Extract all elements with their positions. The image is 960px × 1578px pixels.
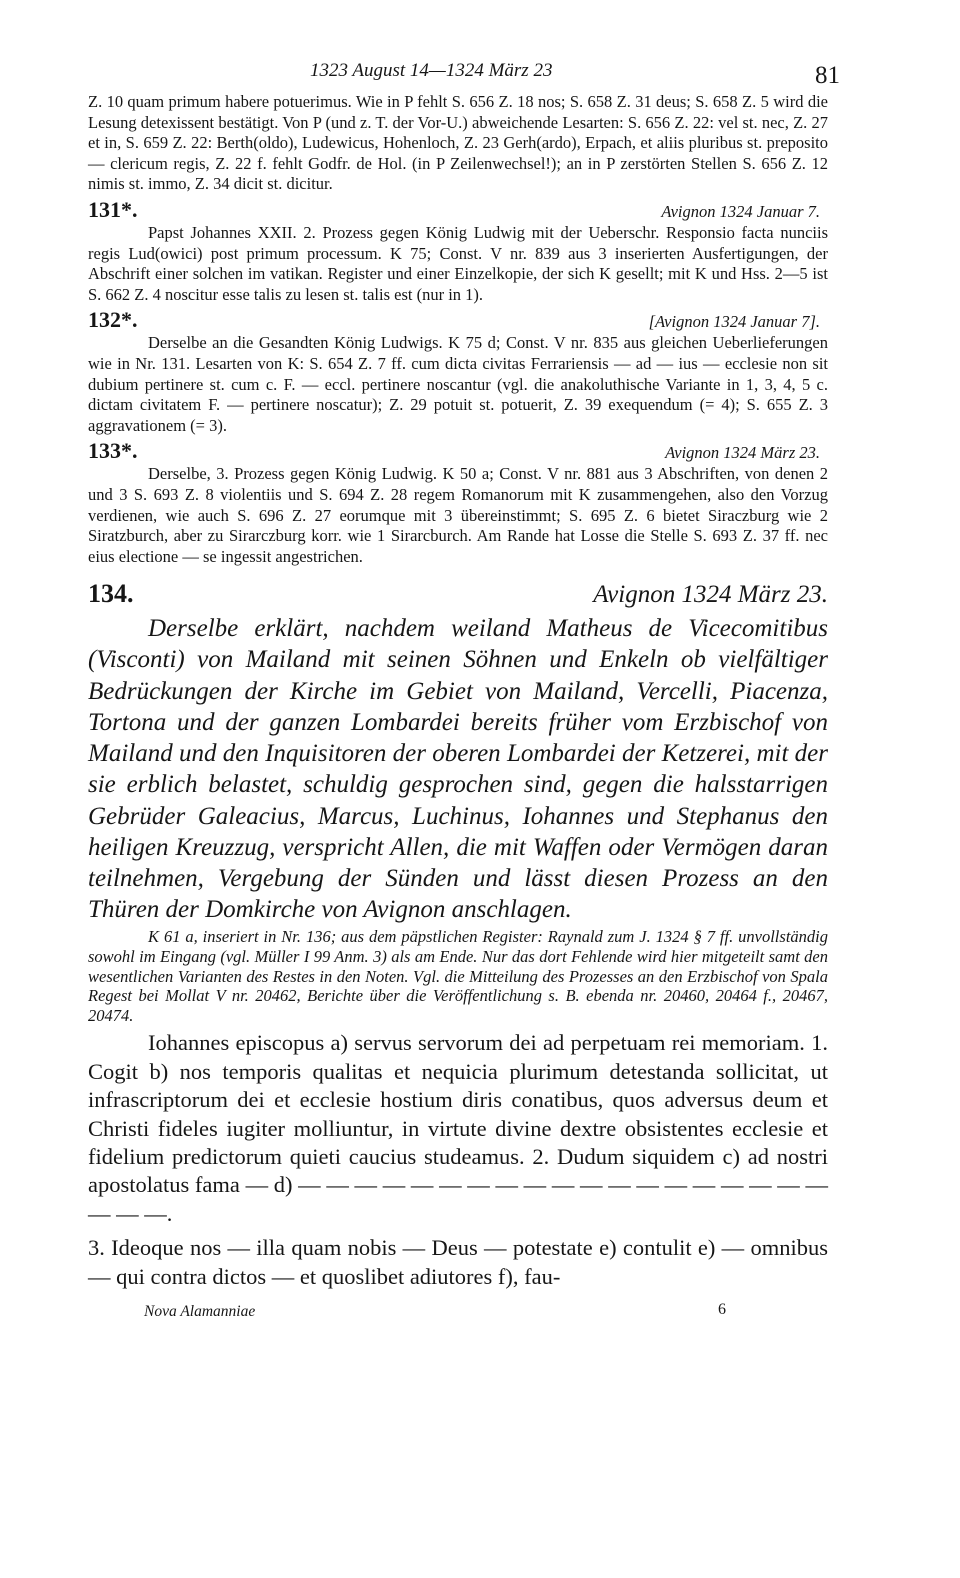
entry-text: Derselbe, 3. Prozess gegen König Ludwig. K 50 a; Const. V nr. 881 aus 3 Abschriften, von denen 2 und 3 S. 693 Z. 8 violentiis und S. 694 Z. 28 regem Romanorum mit K zusammengehen, also den Vorzug verdienen, wie auch S. 696 Z. 27 eorumque mit 3 übereinstimmt; S. 695 Z. 6 bietet Siraczburg wie 2 Siratzburch, aber zu Sirarczburg korr. wie 1 Sirarcburch. Am Rande hat Losse die Stelle S. 693 Z. 37 ff. nec eius electione — se ingessit angestrichen. [88,464,828,566]
signature-mark: Nova Alamanniae [144,1302,256,1320]
entry-number: 131*. [88,196,138,222]
entry-number: 133*. [88,438,138,464]
document-text-continued: 3. Ideoque nos — illa quam nobis — Deus — potestate e) contulit e) — omnibus — qui contra dictos — et quoslibet adiutores f), fau- [88,1235,828,1289]
entry-132 [88,307,828,436]
entry-134 [88,579,828,1291]
entry-place-date: [Avignon 1324 Januar 7]. [648,312,820,332]
entry-text: Derselbe an die Gesandten König Ludwigs. K 75 d; Const. V nr. 835 aus gleichen Ueberlieferungen wie in Nr. 131. Lesarten von K: S. 654 Z. 7 ff. cum dicta civitas Ferrariensis — ad — ius — ecclesie non sit dubium pertinere st. cum c. F. — eccl. pertinere noscantur (vgl. die anakoluthische Variante in 1, 3, 4, 5 c. dictam civitatem F. — pertinere noscatur); Z. 29 potuit st. potuerit, Z. 39 exequendum (= 4); S. 655 Z. 3 aggravationem (= 3). [88,333,828,435]
entry-place-date: Avignon 1324 Januar 7. [661,201,820,221]
entry-sources: K 61 a, inseriert in Nr. 136; aus dem päpstlichen Register: Raynald zum J. 1324 § 7 ff. unvollständig sowohl im Eingang (vgl. Müller I 99 Anm. 3) als am Ende. Nur das dort Fehlende wird hier mitgeteilt samt den wesentlichen Varianten des Restes in den Noten. Vgl. die Mitteilung des Prozesses an den Erzbischof von Spala Regest bei Mollat V nr. 20462, Berichte über die Veröffentlichung s. B. ebenda nr. 20460, 20464 f., 20467, 20474. [88,927,828,1025]
entry-number: 134. [88,579,134,609]
running-title: 1323 August 14—1324 März 23 [310,60,553,81]
sheet-number: 6 [718,1300,726,1318]
entry-number: 132*. [88,307,138,333]
page-footer [88,1299,828,1325]
notes-130-text: Z. 10 quam primum habere potuerimus. Wie in P fehlt S. 656 Z. 18 nos; S. 658 Z. 31 deus; S. 658 Z. 5 wird die Lesung detexissent bestätigt. Von P (und z. T. der Vor-U.) abweichende Lesarten: S. 656 Z. 22: vel st. nec, Z. 27 et in, S. 659 Z. 22: Berth(oldo), Ludewicus, Hohenloch, Z. 23 Gerh(ardo), Erpach, et aliis pluribus st. preposito — clericum regis, Z. 22 f. fehlt Godfr. de Hol. (in P Zeilenwechsel!); an in P zerstörten Stellen S. 656 Z. 12 nimis st. immo, Z. 34 dicit st. dicitur. [88,92,828,194]
notes-block [88,92,828,195]
document-text: Iohannes episcopus a) servus servorum dei ad perpetuam rei memoriam. 1. Cogit b) nos temporis qualitas et nequicia plurimum detestanda sollicitat, ut infrascriptorum dei et ecclesie hostium diris conatibus, quos adversus deum et Christi fideles iugiter molliuntur, in virtute divine dextre obsistentes ecclesie et fidelium predictorum quieti caucius studeamus. 2. Dudum siquidem c) ad nostri apostolatus fama — d) — — — — — — — — — — — — — — — — — — — — — —. [88,1030,828,1226]
entry-131 [88,197,828,305]
page-number: 81 [815,62,840,89]
entry-place-date: Avignon 1324 März 23. [593,581,828,609]
running-header [88,52,840,92]
document-page [88,52,840,1325]
entry-text: Papst Johannes XXII. 2. Prozess gegen König Ludwig mit der Ueberschr. Responsio facta nunciis regis Lud(owici) post primum processum. K 75; Const. V nr. 839 aus 3 inserierten Ausfertigungen, der Abschrift einer solchen im vatikan. Register und einer Einzelkopie, der sich K gesellt; mit K und Hss. 2—5 ist S. 662 Z. 4 noscitur esse talis zu lesen st. talis est (nur in 1). [88,222,828,304]
entry-place-date: Avignon 1324 März 23. [665,443,820,463]
entry-133 [88,438,828,567]
entry-summary: Derselbe erklärt, nachdem weiland Matheus de Vicecomitibus (Visconti) von Mailand mit seinen Söhnen und Enkeln ob vielfältiger Bedrückungen der Kirche im Gebiet von Mailand, Vercelli, Piacenza, Tortona und der ganzen Lombardei bereits früher vom Erzbischof von Mailand und den Inquisitoren der oberen Lombardei der Ketzerei, mit der sie erblich belastet, schuldig gesprochen sind, gegen die halsstarrigen Gebrüder Galeacius, Marcus, Luchinus, Iohannes und Stephanus den heiligen Kreuzzug, verspricht Allen, die mit Waffen oder Vermögen daran teilnehmen, Vergebung der Sünden und lässt diesen Prozess an den Thüren der Domkirche von Avignon anschlagen. [88,615,828,924]
